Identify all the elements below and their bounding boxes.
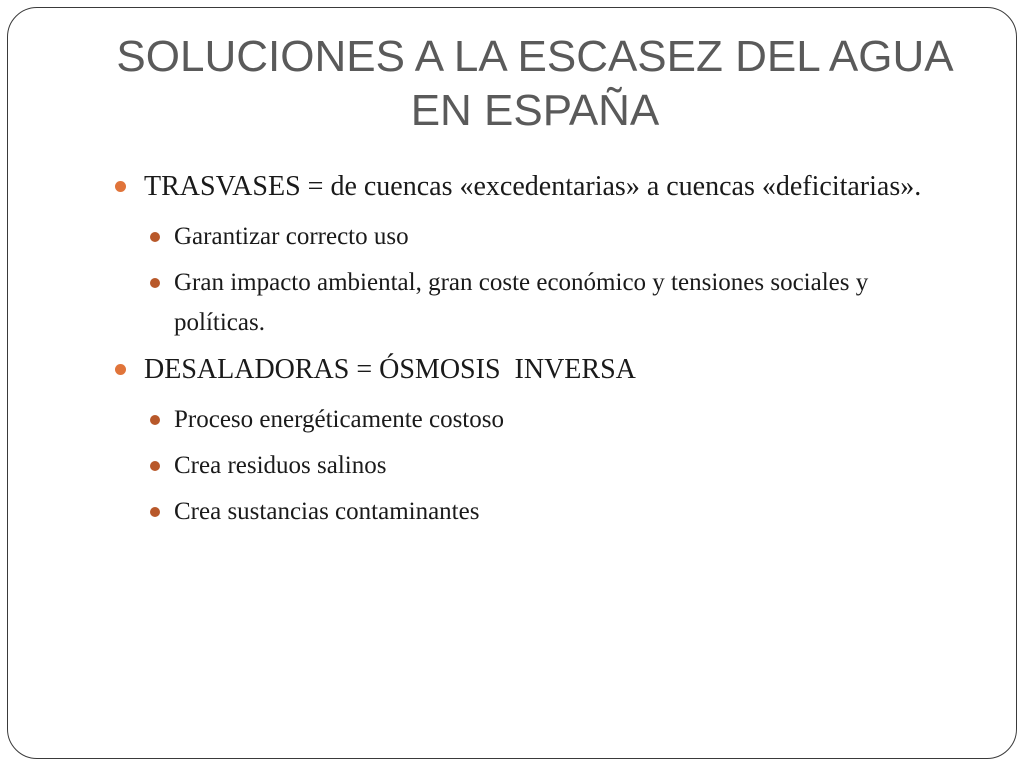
list-item: [110, 400, 950, 440]
bullet-dot-icon: [115, 181, 126, 192]
list-item-text: Proceso energéticamente costoso: [174, 406, 504, 433]
bullet-dot-icon: [115, 364, 126, 375]
bullet-dot-icon: [150, 461, 160, 471]
list-item-text: DESALADORAS = ÓSMOSIS INVERSA: [144, 354, 636, 385]
bullet-dot-icon: [150, 232, 160, 242]
bullet-dot-icon: [150, 415, 160, 425]
list-item-text: Crea residuos salinos: [174, 452, 387, 479]
list-item: [110, 166, 950, 207]
list-item: [110, 263, 950, 343]
list-item-text: Gran impacto ambiental, gran coste económico y tensiones sociales y políticas.: [174, 269, 869, 336]
list-item-text: Crea sustancias contaminantes: [174, 498, 480, 525]
bullet-list: [110, 166, 950, 538]
list-item: [110, 349, 950, 390]
bullet-dot-icon: [150, 278, 160, 288]
list-item: [110, 492, 950, 532]
list-item-text: Garantizar correcto uso: [174, 223, 409, 250]
list-item-text: TRASVASES = de cuencas «excedentarias» a cuencas «deficitarias».: [144, 171, 922, 202]
title-line-1: SOLUCIONES A LA ESCASEZ DEL AGUA: [116, 32, 954, 81]
list-item: [110, 446, 950, 486]
slide-title: [110, 30, 960, 138]
title-line-2: EN ESPAÑA: [410, 86, 660, 135]
bullet-dot-icon: [150, 507, 160, 517]
list-item: [110, 217, 950, 257]
